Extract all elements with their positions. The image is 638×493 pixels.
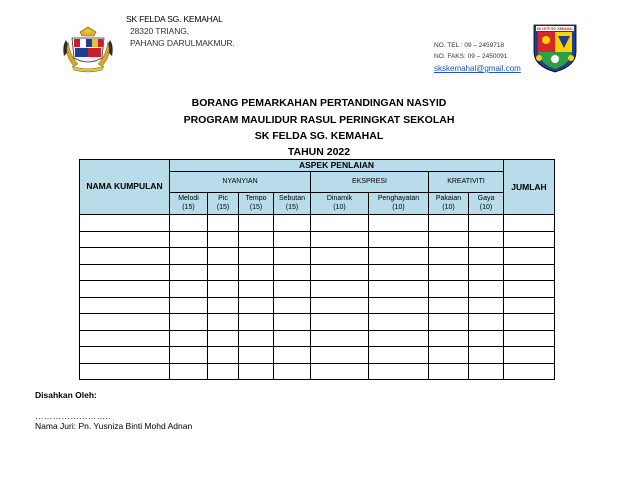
fax-number: NO. FAKS: 09 – 2450091 <box>434 53 508 60</box>
score-cell[interactable] <box>469 215 504 232</box>
score-cell[interactable] <box>170 248 208 265</box>
score-cell[interactable] <box>369 314 429 331</box>
total-cell[interactable] <box>504 330 555 347</box>
criterion-tempo <box>239 193 274 215</box>
criterion-max: (15) <box>249 203 263 211</box>
score-cell[interactable] <box>274 297 311 314</box>
score-cell[interactable] <box>239 231 274 248</box>
criterion-name: Penghayatan <box>377 195 420 203</box>
score-cell[interactable] <box>274 264 311 281</box>
total-cell[interactable] <box>504 231 555 248</box>
crest-banner-text: SK LKTP SG. KEMAHAL <box>536 27 574 31</box>
score-cell[interactable] <box>429 215 469 232</box>
approved-by-label: Disahkan Oleh: <box>35 390 97 400</box>
score-cell[interactable] <box>429 264 469 281</box>
criterion-max: (15) <box>216 203 230 211</box>
table-row <box>80 314 555 331</box>
category-kreativiti: KREATIVITI <box>429 172 504 193</box>
score-cell[interactable] <box>274 347 311 364</box>
score-cell[interactable] <box>369 363 429 380</box>
score-cell[interactable] <box>274 215 311 232</box>
score-cell[interactable] <box>369 347 429 364</box>
score-cell[interactable] <box>208 363 239 380</box>
table-row <box>80 264 555 281</box>
category-ekspresi: EKSPRESI <box>311 172 429 193</box>
score-cell[interactable] <box>369 281 429 298</box>
score-cell[interactable] <box>469 231 504 248</box>
score-cell[interactable] <box>429 248 469 265</box>
signature-line: …………………….. <box>35 411 111 421</box>
score-cell[interactable] <box>429 330 469 347</box>
table-row <box>80 231 555 248</box>
score-cell[interactable] <box>239 281 274 298</box>
score-cell[interactable] <box>469 297 504 314</box>
group-name-cell[interactable] <box>80 314 170 331</box>
score-table <box>79 159 555 380</box>
score-cell[interactable] <box>170 330 208 347</box>
score-cell[interactable] <box>170 347 208 364</box>
criterion-max: (10) <box>442 203 455 211</box>
criterion-max: (15) <box>285 203 299 211</box>
score-cell[interactable] <box>311 231 369 248</box>
score-cell[interactable] <box>170 264 208 281</box>
score-cell[interactable] <box>369 297 429 314</box>
coat-of-arms-emblem <box>58 26 118 74</box>
table-row <box>80 330 555 347</box>
score-cell[interactable] <box>429 231 469 248</box>
score-cell[interactable] <box>469 248 504 265</box>
score-cell[interactable] <box>208 264 239 281</box>
score-cell[interactable] <box>311 363 369 380</box>
total-cell[interactable] <box>504 363 555 380</box>
criterion-sebutan <box>274 193 311 215</box>
score-cell[interactable] <box>239 363 274 380</box>
score-cell[interactable] <box>239 347 274 364</box>
total-header: JUMLAH <box>504 160 555 215</box>
criterion-name: Sebutan <box>278 195 306 203</box>
criterion-name: Gaya <box>477 195 495 203</box>
score-cell[interactable] <box>369 231 429 248</box>
score-cell[interactable] <box>208 215 239 232</box>
score-cell[interactable] <box>311 215 369 232</box>
criterion-gaya <box>469 193 504 215</box>
criterion-pakaian <box>429 193 469 215</box>
score-cell[interactable] <box>239 330 274 347</box>
score-cell[interactable] <box>311 281 369 298</box>
score-cell[interactable] <box>311 297 369 314</box>
score-cell[interactable] <box>429 363 469 380</box>
score-cell[interactable] <box>274 314 311 331</box>
score-cell[interactable] <box>208 347 239 364</box>
group-name-cell[interactable] <box>80 330 170 347</box>
school-crest-emblem <box>530 22 580 74</box>
score-cell[interactable] <box>429 347 469 364</box>
score-cell[interactable] <box>311 264 369 281</box>
score-cell[interactable] <box>274 363 311 380</box>
criterion-name: Pic <box>218 195 228 203</box>
criterion-melodi <box>170 193 208 215</box>
table-row <box>80 297 555 314</box>
criterion-dinamik <box>311 193 369 215</box>
title-line-4: TAHUN 2022 <box>287 146 351 158</box>
group-name-label: NAMA KUMPULAN <box>86 181 163 192</box>
table-row <box>80 281 555 298</box>
score-cell[interactable] <box>369 215 429 232</box>
total-cell[interactable] <box>504 264 555 281</box>
score-cell[interactable] <box>239 248 274 265</box>
score-cell[interactable] <box>469 330 504 347</box>
group-name-cell[interactable] <box>80 297 170 314</box>
score-cell[interactable] <box>429 297 469 314</box>
criterion-max: (10) <box>392 203 405 211</box>
score-cell[interactable] <box>239 215 274 232</box>
score-cell[interactable] <box>208 231 239 248</box>
score-cell[interactable] <box>311 314 369 331</box>
criterion-name: Dinamik <box>326 195 353 203</box>
group-name-cell[interactable] <box>80 347 170 364</box>
score-cell[interactable] <box>429 314 469 331</box>
group-name-cell[interactable] <box>80 281 170 298</box>
title-line-3: SK FELDA SG. KEMAHAL <box>254 130 384 142</box>
group-name-cell[interactable] <box>80 264 170 281</box>
score-cell[interactable] <box>170 314 208 331</box>
address-line-2: PAHANG DARULMAKMUR. <box>130 38 235 48</box>
score-cell[interactable] <box>170 363 208 380</box>
score-cell[interactable] <box>469 264 504 281</box>
phone-number: NO. TEL : 09 – 2459718 <box>434 42 505 49</box>
score-cell[interactable] <box>239 297 274 314</box>
school-name: SK FELDA SG. KEMAHAL <box>126 14 223 24</box>
total-cell[interactable] <box>504 281 555 298</box>
criterion-name: Melodi <box>178 195 199 203</box>
table-row <box>80 215 555 232</box>
group-name-cell[interactable] <box>80 215 170 232</box>
score-cell[interactable] <box>170 281 208 298</box>
title-line-2: PROGRAM MAULIDUR RASUL PERINGKAT SEKOLAH <box>183 114 455 126</box>
score-cell[interactable] <box>469 281 504 298</box>
address-line-1: 28320 TRIANG, <box>130 26 190 36</box>
total-cell[interactable] <box>504 297 555 314</box>
criterion-penghayatan <box>369 193 429 215</box>
group-name-cell[interactable] <box>80 363 170 380</box>
score-cell[interactable] <box>208 314 239 331</box>
criterion-max: (15) <box>182 203 195 211</box>
score-cell[interactable] <box>239 264 274 281</box>
criterion-name: Tempo <box>245 195 267 203</box>
score-cell[interactable] <box>239 314 274 331</box>
total-cell[interactable] <box>504 248 555 265</box>
email-link[interactable]: skskemahal@gmail.com <box>434 64 521 73</box>
table-row <box>80 248 555 265</box>
table-row <box>80 363 555 380</box>
total-cell[interactable] <box>504 314 555 331</box>
score-cell[interactable] <box>311 248 369 265</box>
title-line-1: BORANG PEMARKAHAN PERTANDINGAN NASYID <box>191 97 447 109</box>
score-cell[interactable] <box>208 281 239 298</box>
score-cell[interactable] <box>311 347 369 364</box>
group-name-cell[interactable] <box>80 248 170 265</box>
table-row <box>80 347 555 364</box>
total-cell[interactable] <box>504 347 555 364</box>
score-cell[interactable] <box>208 330 239 347</box>
criterion-max: (10) <box>333 203 346 211</box>
score-cell[interactable] <box>469 363 504 380</box>
group-name-cell[interactable] <box>80 231 170 248</box>
total-cell[interactable] <box>504 215 555 232</box>
score-cell[interactable] <box>274 248 311 265</box>
score-cell[interactable] <box>429 281 469 298</box>
score-cell[interactable] <box>369 264 429 281</box>
criterion-max: (10) <box>479 203 493 211</box>
score-cell[interactable] <box>274 231 311 248</box>
score-cell[interactable] <box>208 297 239 314</box>
score-cell[interactable] <box>208 248 239 265</box>
group-name-header <box>80 160 170 215</box>
score-cell[interactable] <box>369 330 429 347</box>
score-cell[interactable] <box>170 297 208 314</box>
judge-name: Nama Juri: Pn. Yusniza Binti Mohd Adnan <box>35 421 193 431</box>
score-cell[interactable] <box>170 215 208 232</box>
criterion-pic <box>208 193 239 215</box>
score-cell[interactable] <box>274 330 311 347</box>
category-nyanyian: NYANYIAN <box>170 172 311 193</box>
score-cell[interactable] <box>469 314 504 331</box>
score-cell[interactable] <box>311 330 369 347</box>
criterion-name: Pakaian <box>435 195 462 203</box>
score-cell[interactable] <box>274 281 311 298</box>
score-cell[interactable] <box>469 347 504 364</box>
aspect-header: ASPEK PENLAIAN <box>170 160 504 172</box>
score-cell[interactable] <box>369 248 429 265</box>
score-cell[interactable] <box>170 231 208 248</box>
